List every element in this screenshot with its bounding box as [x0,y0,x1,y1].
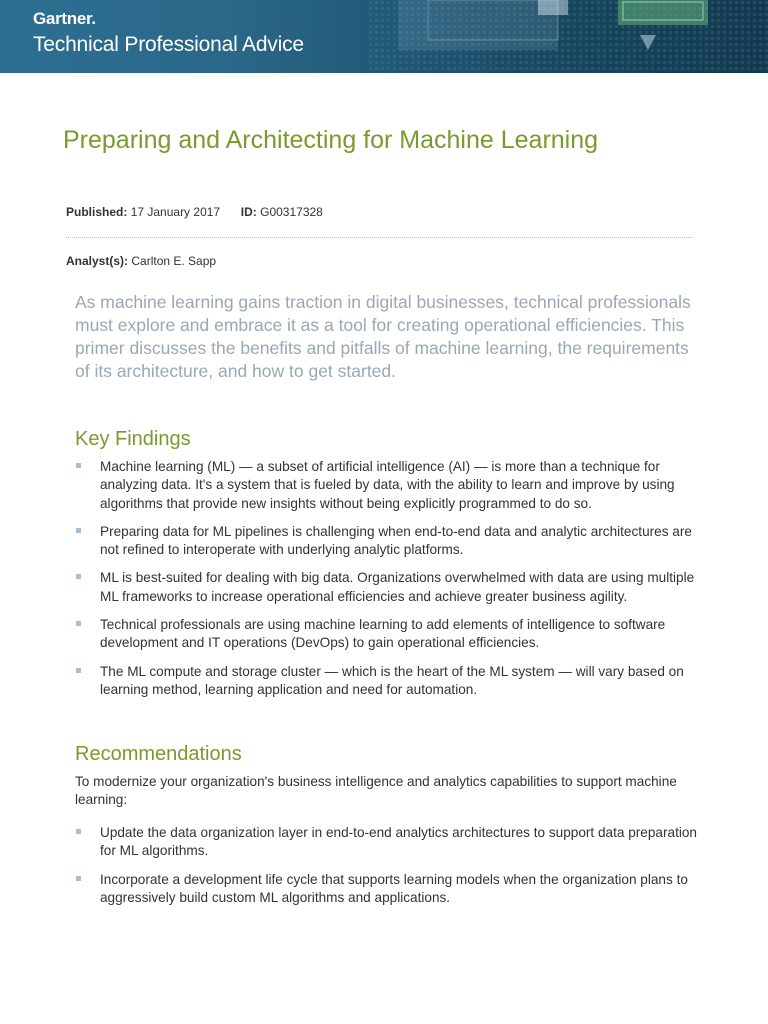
list-item [75,458,700,513]
bullet-icon [76,829,81,834]
published-label: Published: [66,205,128,219]
divider [66,237,693,238]
analyst-line [66,254,216,268]
publication-meta [66,205,323,219]
banner-subtitle: Technical Professional Advice [33,33,304,56]
list-item [75,523,700,560]
recommendations-intro: To modernize your organization's business intelligence and analytics capabilities to support machine learning: [75,774,677,808]
list-item-text: Machine learning (ML) — a subset of artificial intelligence (AI) — is more than a technique for analyzing data. It's a system that is fueled by data, with the ability to learn and improve by using algorithms that provide new insights without being explicitly programmed to do so. [100,459,675,511]
list-item [75,871,700,908]
published-date: 17 January 2017 [130,205,221,219]
list-item [75,616,700,653]
key-findings-list [75,458,700,699]
list-item-text: Preparing data for ML pipelines is challenging when end-to-end data and analytic architectures are not refined to interoperate with underlying analytic platforms. [100,523,692,558]
bullet-icon [76,668,81,673]
analyst-name: Carlton E. Sapp [131,254,217,268]
list-item-text: Update the data organization layer in end-to-end analytics architectures to support data preparation for ML algorithms. [100,825,697,859]
recommendations-heading: Recommendations [75,743,242,765]
banner-decoration [368,0,768,73]
list-item [75,663,700,700]
gartner-logo: Gartner. [33,9,96,28]
key-findings-heading: Key Findings [75,428,191,450]
id-label: ID: [240,205,257,219]
bullet-icon [76,574,81,579]
analyst-label: Analyst(s): [66,254,129,268]
recommendations-list [75,824,700,907]
bullet-icon [76,621,81,626]
list-item [75,569,700,606]
list-item [75,824,700,861]
list-item-text: Incorporate a development life cycle that supports learning models when the organization plans to aggressively build custom ML algorithms and applications. [100,871,688,905]
document-summary: As machine learning gains traction in digital businesses, technical professionals must explore and embrace it as a tool for creating operational efficiencies. This primer discusses the benefits and pitfalls of machine learning, the requirements of its architecture, and how to get started. [75,292,691,381]
list-item-text: The ML compute and storage cluster — which is the heart of the ML system — will vary based on learning method, learning application and need for automation. [100,663,684,697]
header-banner [0,0,768,73]
document-title: Preparing and Architecting for Machine Learning [63,126,599,154]
bullet-icon [76,528,81,533]
bullet-icon [76,463,81,468]
document-id: G00317328 [260,205,323,219]
list-item-text: Technical professionals are using machine learning to add elements of intelligence to software development and IT operations (DevOps) to gain operational efficiencies. [100,617,666,651]
list-item-text: ML is best-suited for dealing with big data. Organizations overwhelmed with data are using multiple ML frameworks to increase operational efficiencies and achieve greater business agility. [100,570,695,604]
bullet-icon [76,876,81,881]
